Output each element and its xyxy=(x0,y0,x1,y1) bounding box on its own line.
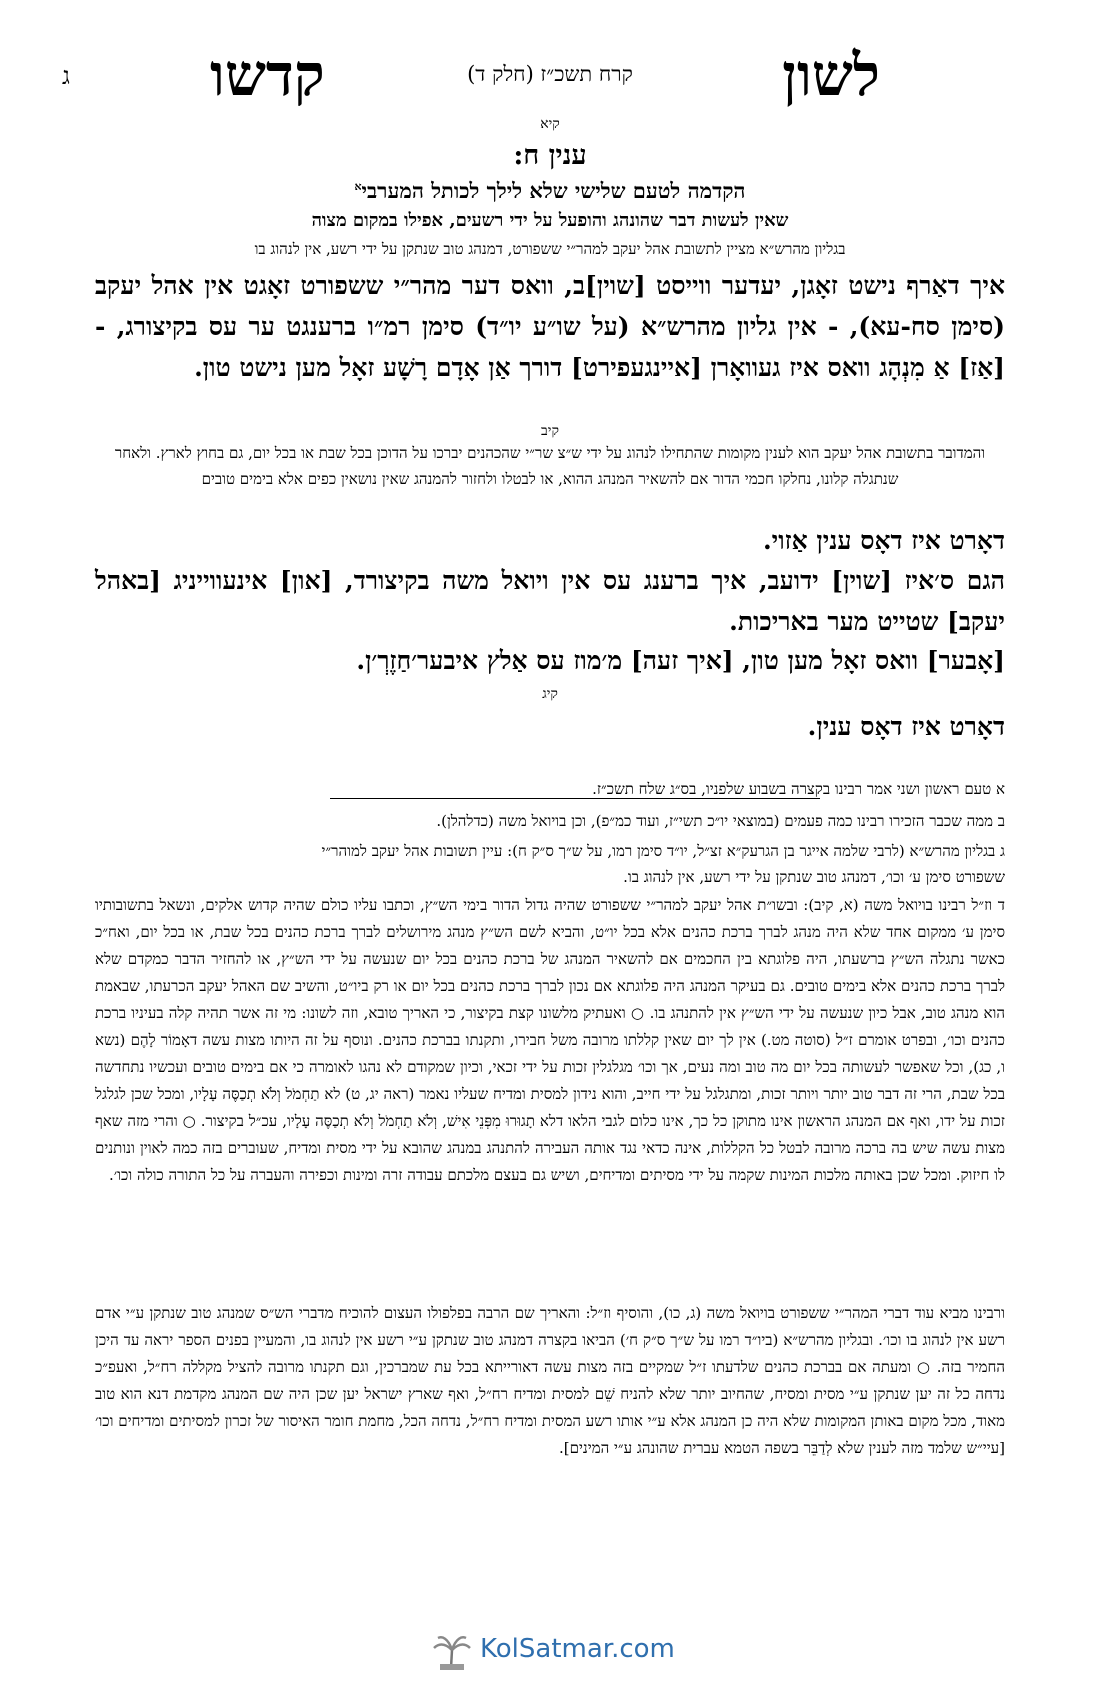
text-line: דאָרט איז דאָס ענין אַזוי. xyxy=(762,526,1005,555)
text-line: הגם ס׳איז [שוין] ידועב, איך ברענג עס אין ויואל משה בקיצורד, [און] אינעווייניג [באהל יעקב] שטייט מער באריכות. xyxy=(95,566,1005,636)
header-title-left: קדשו xyxy=(210,41,325,109)
section-intro: הקדמה לטעם שלישי שלא לילך לכותל המערבי$^א$ xyxy=(354,178,746,203)
running-header xyxy=(0,40,1100,110)
palm-tree-logo-icon xyxy=(430,1630,474,1674)
text-line: דאָרט איז דאָס ענין. xyxy=(807,712,1005,741)
section-subhead: שאין לעשות דבר שהונהג והופעל על ידי רשעים, אפילו במקום מצוה xyxy=(311,210,789,231)
footnote: ג בגליון מהרש״א (לרבי שלמה אייגר בן הגרעק״א זצ״ל, יו״ד סימן רמו, על ש״ך ס״ק ח): עיין תשובות אהל יעקב למוהר״י xyxy=(321,842,1005,860)
footnote: ב ממה שכבר הזכירו רבינו כמה פעמים (במוצאי יו״כ תשי״ז, ועוד כמ״פ), וכן בויואל משה (כדלהלן). xyxy=(436,812,1005,830)
page-letter: ג xyxy=(62,62,70,90)
watermark xyxy=(430,1630,675,1670)
section-heading: ענין ח: xyxy=(513,140,587,171)
watermark-text: KolSatmar.com xyxy=(480,1634,675,1664)
paragraph-number: קיג xyxy=(542,686,558,702)
footnote: ששפורט סימן ע׳ וכו׳, דמנהג טוב שנתקן על ידי רשע, אין לנהוג בו. xyxy=(623,868,1005,886)
header-title-right: לשון xyxy=(782,41,880,109)
footnote: א טעם ראשון ושני אמר רבינו בקצרה בשבוע שלפניו, בס״ג שלח תשכ״ז. xyxy=(592,780,1005,798)
footnote: ד וז״ל רבינו בויואל משה (א, קיב): ובשו״ת אהל יעקב למהר״י ששפורט שהיה גדול הדור בימי הש״ץ, וכתבו עליו כולם שהיה קדוש אלקים, ונשאל בתשובותיו סימן ע׳ ממקום אחד שלא היה מנהג לברך ברכת כהנים אלא בכל יו״ט, והביא לשם הש״ץ מנהג מירושלים לברך ברכת כהנים בכל שבת, או בכל יום, ואח״כ כאשר נתגלה הש״ץ ברשעתו, היה פלוגתא בין החכמים אם להשאיר המנהג של ברכת כהנים בכל יום שנעשה על ידי הש״ץ, או להחזיר הדבר כמקדם שלא לברך ברכת כהנים אלא בימים טובים. גם בעיקר המנהג היה פלוגתא אם נכון לברך ברכת כהנים בכל יום או רק ביו״ט, והשיב שם האהל יעקב הכרעתו, שבאמת הוא מנהג טוב, אבל כיון שנעשה על ידי הש״ץ אין להתנהג בו. ○ ואעתיק מלשונו קצת בקיצור, כי האריך טובא, וזה לשונו: מי זה אשר תהיה קלה בעיניו ברכת כהנים וכו׳, ובפרט אומרם ז״ל (סוטה מט.) אין לך יום שאין קללתו מרובה משל חבירו, ותקנתו בברכת כהנים. ונוסף על זה היותו מצות עשה דאָמוֹר לָהֶם (נשא ו, כג), וכל שאפשר לעשותה בכל יום מה טוב ומה נעים, אך וכו׳ מגלגלין זכות על ידי זכאי, וכיון שמקודם לא נהגו לאומרה כי אם בימים טובים ועכשיו נתחדשה בכל שבת, הרי זה דבר טוב יותר ויותר זכות, ומתגלגל על ידי חייב, והוא נידון למסית ומדיח שעליו נאמר (ראה יג, ט) לא תַחְמֹל וְלֹא תְכַסֶּה עָלָיו, ומכל שכן לגלגל זכות על ידו, ואף אם המנהג הראשון אינו מתוקן כל כך, אינו כלום לגבי הלאו דלא תָגוּרוּ מִפְּנֵי אִישׁ, וְלֹא תַחְמֹל וְלֹא תְכַסֶּה עָלָיו, עכ״ל בקיצור. ○ והרי מזה שאף מצות עשה שיש בה ברכה מרובה לבטל כל הקללות, אינה כדאי נגד אותה העבירה להתנהג במנהג שהובא על ידי מסית ומדיח, שעוברים בזה כמה לאוין ונותנים לו חיזוק. ומכל שכן באותה מלכות המינות שקמה על ידי מסיתים ומדיחים, ושיש גם בעצם מלכתם עבודה זרה ומינות וכפירה והעברה על כל התורה כולה וכו׳. xyxy=(95,896,1005,1184)
header-subtitle: קרח תשכ״ז (חלק ד) xyxy=(467,62,633,86)
paragraph-number: קיב xyxy=(541,423,559,439)
text-line: [אָבער] וואס זאָל מען טון, [איך זעה] מ׳מוז עס אַלץ איבער׳חַזֶרְ׳ן. xyxy=(356,646,1005,675)
footnote: ורבינו מביא עוד דברי המהר״י ששפורט בויואל משה (ג, כו), והוסיף וז״ל: והאריך שם הרבה בפלפולו העצום להוכיח מדברי הש״ס שמנהג טוב שנתקן ע״י אדם רשע אין לנהוג בו וכו׳. ובגליון מהרש״א (ביו״ד רמו על ש״ך ס״ק ח׳) הביאו בקצרה דמנהג טוב שנתקן ע״י רשע אין לנהוג בו, והמעיין בפנים הספר יראה עד היכן החמיר בזה. ○ ומעתה אם בברכת כהנים שלדעתו ז״ל שמקיים בזה מצות עשה דאורייתא בכל עת שמברכין, וגם תקנתו מרובה להציל מקללה רח״ל, ואעפ״כ נדחה כל זה יען שנתקן ע״י מסית ומסיח, שהחיוב יותר שלא להניח שֵׁם למסית ומדיח רח״ל, ואף שארץ ישראל יען שכן היה שם המנהג מקדמת דנא הוא טוב מאוד, מכל מקום באותן המקומות שלא היה כן המנהג אלא ע״י אותו רשע המסית ומדיח רח״ל, נדחה הכל, מחמת חומר האיסור של זכרון למסיתים ומדיחים וכו׳ [עיי״ש שלמד מזה לענין שלא לְדַבֵּר בשפה הטמא עברית שהונהג ע״י המינים]. xyxy=(95,1304,1005,1457)
paragraph-number: קיא xyxy=(540,116,560,132)
section-note: בגליון מהרש״א מציין לתשובת אהל יעקב למהר״י ששפורט, דמנהג טוב שנתקן על ידי רשע, אין לנהוג בו xyxy=(254,240,846,258)
bracket-note: והמדובר בתשובת אהל יעקב הוא לענין מקומות שהתחילו לנהוג על ידי ש״צ שר״י שהכהנים יברכו על הדוכן בכל שבת או בכל יום, גם בחוץ לארץ. ולאחר שנתגלה קלונו, נחלקו חכמי הדור אם להשאיר המנהג ההוא, או לבטלו ולחזור להמנהג שאין נושאין כפים אלא בימים טובים xyxy=(114,444,986,488)
paragraph-text: איך דאַרף נישט זאָגן, יעדער ווייסט [שוין]ב, וואס דער מהר״י ששפורט זאָגט אין אהל יעקב (סימן סח-עא), - אין גליון מהרש״א (על שו״ע יו״ד) סימן רמ״ו ברענגט ער עס בקיצורג, - [אַז] אַ מִנְהָג וואס איז געוואָרן [איינגעפירט] דורך אַן אָדָם רָשָׁע זאָל מען נישט טון. xyxy=(95,271,1005,382)
